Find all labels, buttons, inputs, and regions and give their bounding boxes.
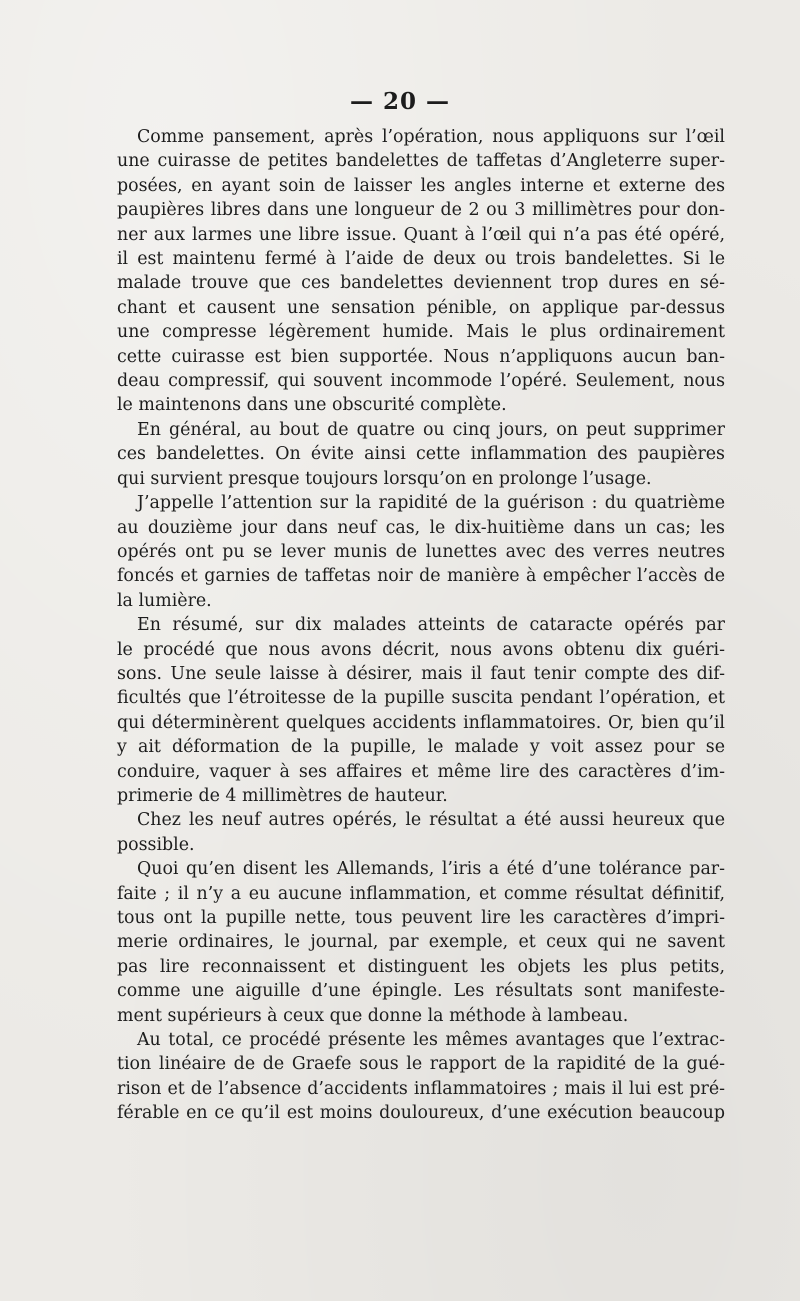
page-number: — 20 — (349, 88, 451, 115)
text-line: merie ordinaires, le journal, par exemple, et ceux qui ne savent (117, 932, 725, 953)
text-line: primerie de 4 millimètres de hauteur. (117, 785, 448, 806)
text-line: rison et de l’absence d’accidents inflammatoires ; mais il lui est pré- (117, 1078, 725, 1099)
text-line: opérés ont pu se lever munis de lunettes avec des verres neutres (117, 541, 725, 562)
text-line: ces bandelettes. On évite ainsi cette inflammation des paupières (117, 444, 725, 465)
text-line: posées, en ayant soin de laisser les angles interne et externe des (117, 175, 725, 196)
text-line: il est maintenu fermé à l’aide de deux ou trois bandelettes. Si le (117, 249, 725, 270)
paragraph-pansement (117, 125, 725, 418)
text-line: faite ; il n’y a eu aucune inflammation, et comme résultat définitif, (117, 883, 725, 904)
text-line: qui déterminèrent quelques accidents inflammatoires. Or, bien qu’il (117, 712, 725, 733)
text-line: une cuirasse de petites bandelettes de taffetas d’Angleterre super- (117, 151, 725, 172)
text-line: Quoi qu’en disent les Allemands, l’iris a été d’une tolérance par- (137, 859, 725, 880)
paragraph-allemands (117, 857, 725, 1028)
text-line: deau compressif, qui souvent incommode l’opéré. Seulement, nous (117, 371, 725, 392)
text-line: pas lire reconnaissent et distinguent les objets les plus petits, (117, 956, 725, 977)
text-line: une compresse légèrement humide. Mais le plus ordinairement (117, 322, 725, 343)
text-line: le procédé que nous avons décrit, nous avons obtenu dix guéri- (117, 639, 725, 660)
paragraph-total (117, 1028, 725, 1126)
text-line: Comme pansement, après l’opération, nous appliquons sur l’œil (137, 127, 725, 147)
text-line: foncés et garnies de taffetas noir de manière à empêcher l’accès de (117, 566, 725, 587)
text-line: y ait déformation de la pupille, le malade y voit assez pour se (117, 737, 725, 758)
text-line: En résumé, sur dix malades atteints de cataracte opérés par (137, 615, 725, 636)
body-text (117, 125, 725, 1126)
paragraph-resume (117, 613, 725, 808)
text-line: férable en ce qu’il est moins douloureux, d’une exécution beaucoup (117, 1103, 725, 1124)
text-line: la lumière. (117, 590, 212, 611)
text-line: conduire, vaquer à ses affaires et même lire des caractères d’im- (117, 761, 725, 782)
text-line: J’appelle l’attention sur la rapidité de la guérison : du quatrième (137, 493, 725, 514)
text-line: ficultés que l’étroitesse de la pupille suscita pendant l’opération, et (117, 688, 725, 709)
text-line: sons. Une seule laisse à désirer, mais il faut tenir compte des dif- (117, 663, 725, 684)
text-line: chant et causent une sensation pénible, on applique par-dessus (117, 297, 725, 318)
text-line: le maintenons dans une obscurité complète. (117, 395, 507, 416)
text-line: paupières libres dans une longueur de 2 ou 3 millimètres pour don- (117, 200, 725, 221)
text-line: Au total, ce procédé présente les mêmes avantages que l’extrac- (137, 1030, 725, 1051)
text-line: En général, au bout de quatre ou cinq jours, on peut supprimer (137, 419, 725, 440)
text-line: qui survient presque toujours lorsqu’on en prolonge l’usage. (117, 468, 652, 489)
text-line: tion linéaire de de Graefe sous le rapport de la rapidité de la gué- (117, 1054, 725, 1075)
text-line: malade trouve que ces bandelettes deviennent trop dures en sé- (117, 273, 725, 294)
text-line: au douzième jour dans neuf cas, le dix-huitième dans un cas; les (117, 517, 725, 538)
text-line: tous ont la pupille nette, tous peuvent lire les caractères d’impri- (117, 908, 725, 928)
paragraph-attention (117, 491, 725, 613)
text-line: comme une aiguille d’une épingle. Les résultats sont manifeste- (117, 981, 725, 1002)
paragraph-neuf-operes (117, 808, 725, 857)
text-line: ment supérieurs à ceux que donne la méthode à lambeau. (117, 1005, 629, 1026)
text-line: cette cuirasse est bien supportée. Nous n’appliquons aucun ban- (117, 346, 725, 367)
text-line: ner aux larmes une libre issue. Quant à l’œil qui n’a pas été opéré, (117, 224, 725, 245)
paragraph-general (117, 418, 725, 491)
text-line: Chez les neuf autres opérés, le résultat a été aussi heureux que (137, 810, 725, 831)
text-line: possible. (117, 834, 195, 855)
